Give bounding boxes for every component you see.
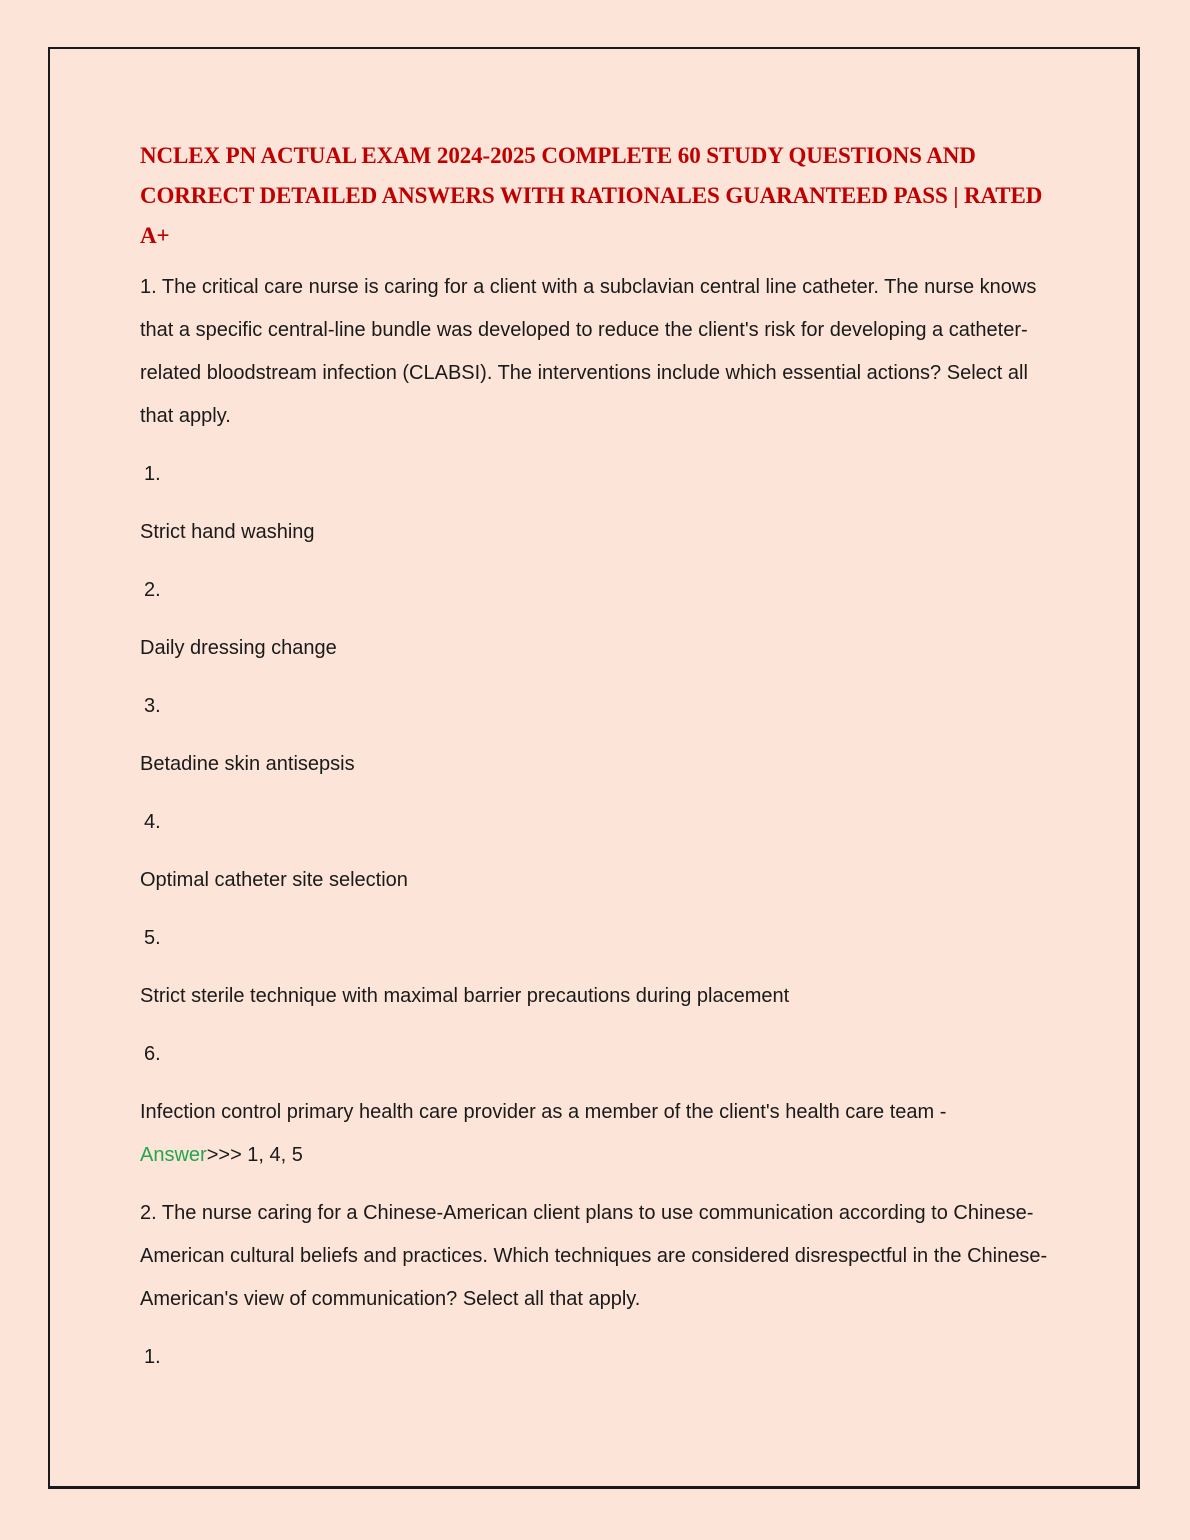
option-number: 5.: [144, 927, 161, 949]
option-number: 4.: [144, 811, 161, 833]
option-text: Strict hand washing: [140, 521, 315, 543]
option-text: Daily dressing change: [140, 637, 337, 659]
option-number: 3.: [144, 695, 161, 717]
document-body: [140, 136, 1055, 1394]
option-with-answer: [140, 1091, 1055, 1177]
option-number: 1.: [144, 463, 161, 485]
question-stem: 1. The critical care nurse is caring for a client with a subclavian central line catheter. The nurse knows that a specific central-line bundle was developed to reduce the client's risk for developing a catheter-related bloodstream infection (CLABSI). The interventions include which essential actions? Select all that apply.: [140, 276, 1037, 427]
answer-label: Answer: [140, 1144, 207, 1166]
answer-value: >>> 1, 4, 5: [206, 1144, 303, 1166]
option-text: Infection control primary health care provider as a member of the client's health care team -: [140, 1101, 947, 1123]
question-2: [140, 1192, 1055, 1379]
option-number: 6.: [144, 1043, 161, 1065]
option-text: Strict sterile technique with maximal barrier precautions during placement: [140, 985, 790, 1007]
question-stem: 2. The nurse caring for a Chinese-American client plans to use communication according to Chinese-American cultural beliefs and practices. Which techniques are considered disrespectful in the Chinese-American's view of communication? Select all that apply.: [140, 1202, 1048, 1310]
option-text: Optimal catheter site selection: [140, 869, 408, 891]
option-text: Betadine skin antisepsis: [140, 753, 355, 775]
document-title: NCLEX PN ACTUAL EXAM 2024-2025 COMPLETE 60 STUDY QUESTIONS AND CORRECT DETAILED ANSWERS WITH RATIONALES GUARANTEED PASS | RATED A+: [140, 143, 1043, 248]
option-number: 1.: [144, 1346, 161, 1368]
option-number: 2.: [144, 579, 161, 601]
question-1: [140, 266, 1055, 1177]
